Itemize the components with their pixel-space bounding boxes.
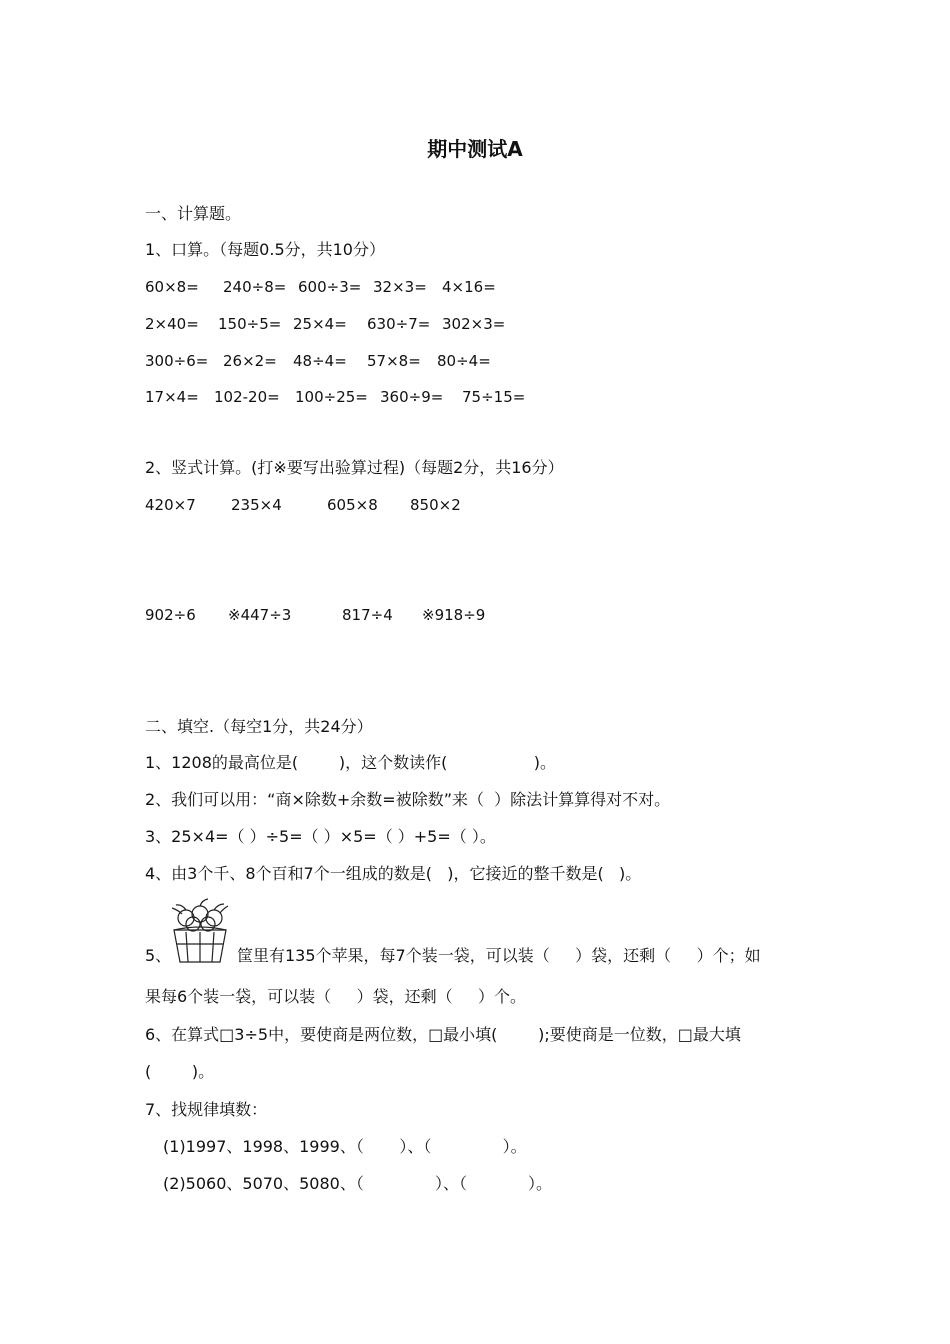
fill-item-6-line-2: ( )。 — [145, 1062, 215, 1081]
oral-item: 48÷4= — [293, 352, 347, 370]
oral-item: 150÷5= — [218, 315, 282, 333]
calc-item: ※447÷3 — [228, 606, 292, 624]
oral-item: 26×2= — [223, 352, 277, 370]
fill-item-4: 4、由3个千、8个百和7个一组成的数是( )，它接近的整千数是( )。 — [145, 864, 642, 883]
oral-item: 630÷7= — [367, 315, 431, 333]
fill-item-6-line-1: 6、在算式□3÷5中，要使商是两位数，□最小填( );要使商是一位数，□最大填 — [145, 1025, 741, 1044]
oral-item: 4×16= — [442, 278, 496, 296]
fill-item-1: 1、1208的最高位是( )，这个数读作( )。 — [145, 753, 557, 772]
oral-item: 60×8= — [145, 278, 199, 296]
calc-item: 420×7 — [145, 496, 196, 514]
calc-item: 605×8 — [327, 496, 378, 514]
oral-item: 300÷6= — [145, 352, 209, 370]
calc-item: 235×4 — [231, 496, 282, 514]
fill-item-7-sub-2: (2)5060、5070、5080、（ ）、（ ）。 — [163, 1174, 553, 1193]
oral-item: 75÷15= — [462, 388, 526, 406]
oral-item: 600÷3= — [298, 278, 362, 296]
oral-item: 25×4= — [293, 315, 347, 333]
oral-item: 2×40= — [145, 315, 199, 333]
q2-label: 2、竖式计算。(打※要写出验算过程)（每题2分，共16分） — [145, 458, 564, 477]
q1-label: 1、口算。（每题0.5分，共10分） — [145, 240, 385, 259]
oral-item: 302×3= — [442, 315, 506, 333]
fill-item-7-label: 7、找规律填数： — [145, 1100, 268, 1119]
oral-item: 32×3= — [373, 278, 427, 296]
calc-item: 850×2 — [410, 496, 461, 514]
fill-item-5-line-1: 筐里有135个苹果，每7个装一袋，可以装（ ）袋，还剩（ ）个；如 — [237, 946, 761, 965]
section-1-heading: 一、计算题。 — [145, 204, 242, 223]
calc-item: 902÷6 — [145, 606, 196, 624]
oral-item: 102-20= — [214, 388, 280, 406]
oral-item: 360÷9= — [380, 388, 444, 406]
oral-item: 240÷8= — [223, 278, 287, 296]
page-title: 期中测试A — [427, 137, 523, 161]
oral-item: 57×8= — [367, 352, 421, 370]
fill-item-7-sub-1: (1)1997、1998、1999、（ ）、（ ）。 — [163, 1137, 527, 1156]
oral-item: 100÷25= — [295, 388, 368, 406]
fill-item-5-number: 5、 — [145, 946, 172, 965]
oral-item: 80÷4= — [437, 352, 491, 370]
fill-item-3: 3、25×4=（ ）÷5=（ ）×5=（ ）+5=（ ）。 — [145, 827, 496, 846]
calc-item: ※918÷9 — [422, 606, 486, 624]
oral-item: 17×4= — [145, 388, 199, 406]
apple-basket-icon — [164, 896, 236, 968]
section-2-heading: 二、填空.（每空1分，共24分） — [145, 717, 373, 736]
fill-item-5-line-2: 果每6个装一袋，可以装（ ）袋，还剩（ ）个。 — [145, 987, 527, 1006]
fill-item-2: 2、我们可以用：“商×除数+余数=被除数”来（ ）除法计算算得对不对。 — [145, 790, 671, 809]
calc-item: 817÷4 — [342, 606, 393, 624]
